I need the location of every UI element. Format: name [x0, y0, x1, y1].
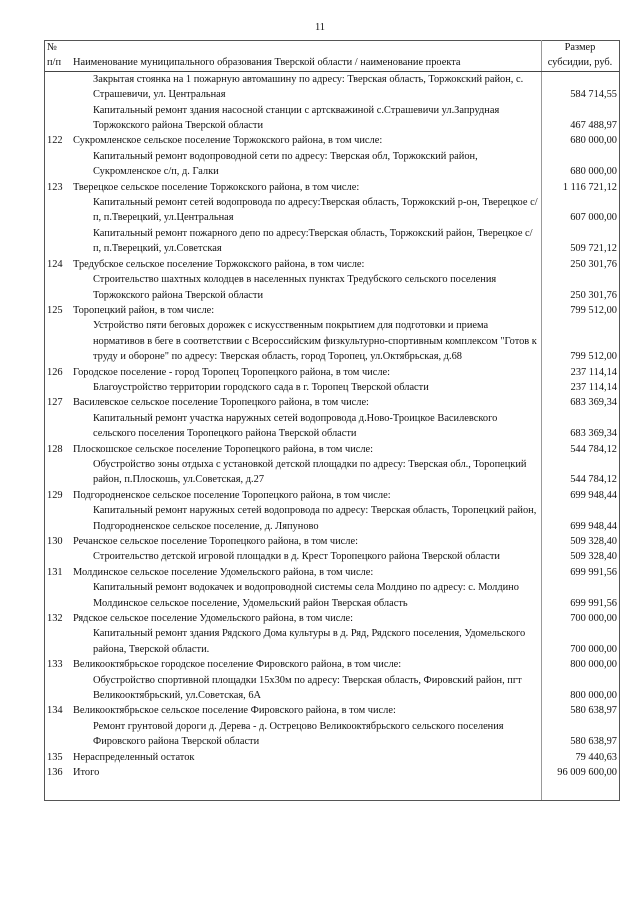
page-number: 11 [314, 22, 326, 33]
row-amount: 509 328,40 [570, 536, 617, 547]
table-border-bottom [44, 800, 620, 801]
row-number [45, 719, 71, 750]
table-row [45, 457, 619, 488]
table-row [45, 365, 619, 380]
table-row [45, 488, 619, 503]
table-row [45, 626, 619, 657]
row-amount: 79 440,63 [575, 751, 617, 763]
table-row [45, 673, 619, 704]
row-number: 136 [47, 767, 63, 779]
row-amount: 250 301,76 [570, 289, 617, 301]
row-amount: 607 000,00 [570, 212, 617, 224]
row-amount: 544 784,12 [570, 474, 617, 486]
table-header-row [45, 40, 619, 71]
table-row [45, 380, 619, 395]
row-name: Закрытая стоянка на 1 пожарную автомашину по адресу: Тверская область, Торжокский район, с. Страшевичи, ул. Центральная [93, 73, 524, 101]
header-name: Наименование муниципального образования Тверской области / наименование проекта [71, 40, 541, 71]
row-name: Молдинское сельское поселение Удомельского района, в том числе: [73, 566, 374, 578]
row-number [45, 318, 71, 364]
row-amount: 1 116 721,12 [562, 181, 617, 193]
row-name: Тредубское сельское поселение Торжокского района, в том числе: [73, 258, 365, 270]
row-name: Капитальный ремонт наружных сетей водопровода по адресу: Тверская область, Торопецкий район, Подгородненское сельское поселение, д. Ляпуново [93, 505, 537, 532]
row-amount: 580 638,97 [570, 705, 617, 717]
header-number: № п/п [45, 40, 71, 71]
row-number [45, 103, 71, 134]
table-row [45, 149, 619, 180]
row-number: 124 [47, 258, 63, 270]
row-amount: 699 948,44 [570, 520, 617, 532]
table-body [45, 71, 619, 780]
table-border-right [619, 40, 620, 800]
row-name: Городское поселение - город Торопец Торопецкого района, в том числе: [73, 366, 391, 378]
row-name: Капитальный ремонт водопроводной сети по адресу: Тверская обл, Торжокский район, Сукромленское с/п, д. Галки [93, 150, 478, 178]
row-number [45, 411, 71, 442]
row-number: 123 [47, 181, 63, 193]
row-name: Подгородненское сельское поселение Торопецкого района, в том числе: [73, 489, 391, 501]
row-number: 132 [47, 613, 63, 625]
row-name: Речанское сельское поселение Торопецкого района, в том числе: [73, 536, 358, 547]
row-amount: 467 488,97 [570, 120, 617, 132]
table-row [45, 272, 619, 303]
table-row [45, 503, 619, 534]
row-amount: 584 714,55 [570, 89, 617, 101]
table-row [45, 180, 619, 195]
row-name: Обустройство зоны отдыха с установкой детской площадки по адресу: Тверская обл., Торопецкий район, п.Плоскошь, ул.Советская, д.27 [93, 458, 527, 486]
subsidy-table [45, 40, 619, 781]
row-name: Устройство пяти беговых дорожек с искусственным покрытием для подготовки и приема нормативов в беге в соответствии с Всероссийским физкультурно-спортивным комплексом "Готов к труду и обороне" по адресу: Тверская область, город Торопец, ул.Октябрьская, д.68 [93, 320, 537, 363]
row-amount: 680 000,00 [570, 135, 617, 147]
row-name: Тверецкое сельское поселение Торжокского района, в том числе: [73, 181, 360, 193]
row-amount: 799 512,00 [570, 351, 617, 363]
row-number: 134 [47, 705, 63, 717]
row-number: 126 [47, 366, 63, 378]
row-name: Плоскошское сельское поселение Торопецкого района, в том числе: [73, 443, 374, 455]
row-number [45, 673, 71, 704]
row-amount: 699 948,44 [570, 489, 617, 501]
row-name: Великооктябрьское городское поселение Фировского района, в том числе: [73, 659, 402, 671]
row-name: Сукромленское сельское поселение Торжокского района, в том числе: [73, 135, 383, 147]
row-amount: 699 991,56 [570, 597, 617, 609]
row-name: Капитальный ремонт пожарного депо по адресу:Тверская область, Торжокский район, Тверецкое с/п, п.Тверецкий, ул.Советская [93, 227, 533, 255]
table-row [45, 318, 619, 364]
table-row [45, 750, 619, 765]
row-amount: 800 000,00 [570, 690, 617, 702]
row-number [45, 626, 71, 657]
table-row [45, 565, 619, 580]
row-number [45, 580, 71, 611]
row-number: 131 [47, 566, 63, 578]
row-number: 133 [47, 659, 63, 671]
table-row [45, 765, 619, 780]
table-row [45, 103, 619, 134]
row-name: Итого [73, 767, 100, 779]
table-row [45, 303, 619, 318]
row-name: Рядское сельское поселение Удомельского района, в том числе: [73, 613, 354, 625]
row-amount: 700 000,00 [570, 643, 617, 655]
row-number: 129 [47, 489, 63, 501]
row-number: 130 [47, 536, 63, 547]
row-number [45, 457, 71, 488]
row-amount: 799 512,00 [570, 304, 617, 316]
row-name: Благоустройство территории городского сада в г. Торопец Тверской области [93, 381, 429, 393]
row-name: Торопецкий район, в том числе: [73, 304, 215, 316]
row-name: Капитальный ремонт здания Рядского Дома культуры в д. Ряд, Рядского поселения, Удомельского района, Тверской области. [93, 628, 526, 655]
table-row [45, 703, 619, 718]
row-number [45, 380, 71, 395]
table-row [45, 133, 619, 148]
row-number [45, 226, 71, 257]
row-amount: 699 991,56 [570, 566, 617, 578]
header-amount: Размер субсидии, руб. [541, 40, 619, 71]
row-name: Нераспределенный остаток [73, 751, 195, 763]
table-row [45, 657, 619, 672]
table-row [45, 71, 619, 102]
row-number [45, 503, 71, 534]
row-number: 122 [47, 135, 63, 147]
row-name: Капитальный ремонт сетей водопровода по адресу:Тверская область, Торжокский р-он, Тверецкое с/п, п.Тверецкий, ул.Центральная [93, 197, 538, 224]
row-amount: 237 114,14 [570, 366, 617, 378]
row-name: Обустройство спортивной площадки 15х30м по адресу: Тверская область, Фировский район, пгт Великооктябрьский, ул.Советская, 6А [93, 674, 522, 702]
table-row [45, 411, 619, 442]
row-name: Строительство шахтных колодцев в населенных пунктах Тредубского сельского поселения Торжокского района Тверской области [93, 274, 497, 301]
table-row [45, 719, 619, 750]
table-row [45, 534, 619, 549]
row-number [45, 71, 71, 102]
row-amount: 544 784,12 [570, 443, 617, 455]
row-number: 125 [47, 304, 63, 316]
table-row [45, 549, 619, 564]
table-row [45, 611, 619, 626]
table-row [45, 257, 619, 272]
row-number [45, 149, 71, 180]
row-amount: 683 369,34 [570, 428, 617, 440]
table-row [45, 395, 619, 410]
row-name: Капитальный ремонт здания насосной станции с артскважиной с.Страшевичи ул.Запрудная Торжокского района Тверской области [93, 104, 500, 132]
row-name: Ремонт грунтовой дороги д. Дерева - д. Острецово Великооктябрьского сельского поселения Фировского района Тверской области [93, 720, 504, 748]
table-row [45, 195, 619, 226]
row-number: 127 [47, 397, 63, 409]
row-number [45, 195, 71, 226]
row-amount: 250 301,76 [570, 258, 617, 270]
row-number: 128 [47, 443, 63, 455]
row-amount: 700 000,00 [570, 613, 617, 625]
row-number [45, 272, 71, 303]
row-amount: 680 000,00 [570, 166, 617, 178]
row-amount: 237 114,14 [570, 381, 617, 393]
row-name: Василевское сельское поселение Торопецкого района, в том числе: [73, 397, 369, 409]
row-name: Строительство детской игровой площадки в д. Крест Торопецкого района Тверской области [93, 551, 500, 563]
table-row [45, 442, 619, 457]
row-name: Капитальный ремонт участка наружных сетей водопровода д.Ново-Троицкое Василевского сельского поселения Торопецкого района Тверской области [93, 412, 498, 440]
row-amount: 683 369,34 [570, 397, 617, 409]
row-amount: 509 328,40 [570, 551, 617, 563]
table-row [45, 580, 619, 611]
row-amount: 580 638,97 [570, 736, 617, 748]
table-row [45, 226, 619, 257]
row-amount: 800 000,00 [570, 659, 617, 671]
row-amount: 96 009 600,00 [557, 767, 617, 779]
row-number [45, 549, 71, 564]
row-name: Великооктябрьское сельское поселение Фировского района, в том числе: [73, 705, 396, 717]
row-name: Капитальный ремонт водокачек и водопроводной системы села Молдино по адресу: с. Молдино Молдинское сельское поселение, Удомельский район Тверская область [93, 582, 519, 609]
row-amount: 509 721,12 [570, 243, 617, 255]
row-number: 135 [47, 751, 63, 763]
